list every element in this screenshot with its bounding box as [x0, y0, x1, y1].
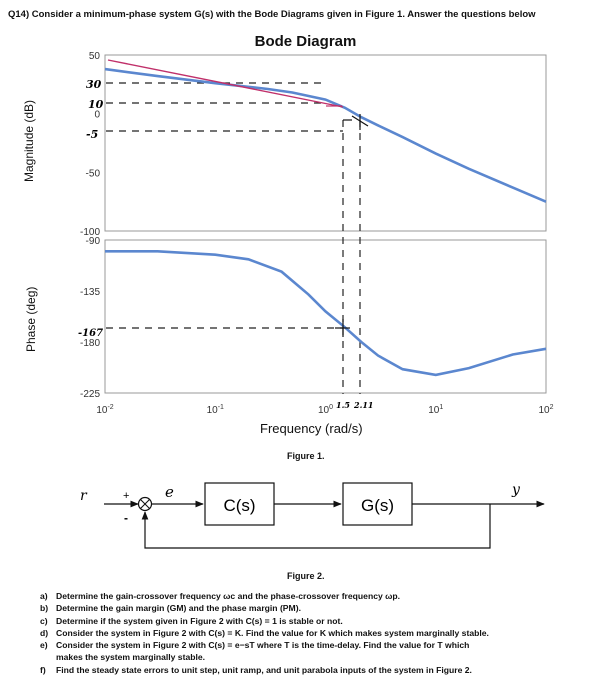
frequency-tick-exponent: -2	[107, 404, 114, 411]
task-text: Determine the gain-crossover frequency ωc and the phase-crossover frequency ωp.	[56, 591, 401, 601]
magnitude-tick-label: 0	[94, 109, 100, 121]
output-label: y	[512, 482, 520, 498]
handwritten-minus5: -5	[86, 128, 99, 141]
frequency-tick-label	[207, 404, 224, 416]
phase-axis-label: Phase (deg)	[24, 286, 38, 352]
frequency-tick-exponent: 0	[329, 404, 334, 411]
phase-curve	[105, 251, 546, 375]
phase-tick-label: -225	[79, 389, 100, 400]
frequency-tick-base: 10	[96, 405, 108, 416]
task-text: Consider the system in Figure 2 with C(s) = K. Find the value for K which makes system marginally stable.	[56, 627, 489, 638]
frequency-tick-exponent: 2	[549, 404, 554, 411]
task-list	[40, 590, 605, 676]
feedback-path	[145, 504, 490, 548]
frequency-tick-base: 10	[206, 405, 218, 416]
plus-sign: +	[123, 490, 130, 502]
task-label: c)	[40, 615, 48, 626]
frequency-tick-exponent: -1	[217, 404, 224, 411]
handwritten-211: 2.11	[354, 400, 374, 410]
task-item	[40, 627, 605, 639]
task-label: e)	[40, 640, 48, 651]
handwritten-30: 30	[86, 78, 102, 91]
task-text: Consider the system in Figure 2 with C(s) = e−sT where T is the time-delay. Find the value for T which	[56, 640, 470, 651]
handwritten-15: 1.5	[336, 400, 350, 410]
input-label: r	[80, 488, 87, 504]
handwritten-minus167: -167	[78, 328, 104, 339]
task-item	[40, 664, 605, 676]
frequency-tick-label	[96, 404, 113, 416]
frequency-tick-exponent: 1	[439, 404, 444, 411]
magnitude-tick-label: -50	[85, 168, 100, 180]
phase-tick-label: -135	[79, 287, 100, 298]
task-text: Find the steady state errors to unit step, unit ramp, and unit parabola inputs of the system in Figure 2.	[56, 664, 472, 675]
phase-tick-label: -180	[79, 338, 100, 349]
plant-label: G(s)	[360, 496, 395, 515]
error-label: e	[165, 483, 174, 501]
task-label	[40, 651, 56, 663]
frequency-tick-base: 10	[538, 405, 550, 416]
frequency-tick-base: 10	[428, 405, 440, 416]
task-label: d)	[40, 627, 49, 638]
task-label: f)	[40, 664, 46, 675]
block-diagram	[0, 470, 611, 580]
figure1-caption: Figure 1.	[287, 451, 325, 461]
frequency-tick-label	[538, 404, 553, 416]
magnitude-tick-label: 50	[88, 51, 100, 62]
task-item	[40, 602, 605, 614]
task-item	[40, 615, 605, 627]
magnitude-axis-label: Magnitude (dB)	[22, 99, 36, 182]
frequency-tick-base: 10	[317, 405, 330, 416]
handwritten-10: 10	[88, 98, 104, 111]
magnitude-tick-label: -100	[79, 227, 100, 238]
minus-sign: -	[124, 511, 128, 525]
task-item	[40, 639, 605, 651]
magnitude-plot-frame	[105, 55, 546, 231]
frequency-tick-label	[428, 404, 443, 416]
frequency-axis-label: Frequency (rad/s)	[260, 421, 363, 436]
task-text: Determine the gain margin (GM) and the phase margin (PM).	[56, 603, 301, 614]
task-item	[40, 590, 605, 602]
task-item	[40, 651, 605, 663]
figure2-caption: Figure 2.	[287, 571, 325, 581]
task-text: makes the system marginally stable.	[56, 652, 206, 663]
task-label: b)	[40, 603, 49, 614]
phase-tick-label: -90	[85, 236, 100, 247]
bode-title: Bode Diagram	[254, 33, 357, 50]
task-label: a)	[40, 591, 48, 601]
controller-label: C(s)	[223, 496, 256, 515]
question-text: Q14) Consider a minimum-phase system G(s) with the Bode Diagrams given in Figure 1. Answer the questions below	[8, 9, 536, 20]
frequency-tick-label	[318, 404, 333, 416]
phase-plot-frame	[105, 240, 546, 393]
task-text: Determine if the system given in Figure 2 with C(s) = 1 is stable or not.	[56, 615, 343, 626]
magnitude-curve	[105, 69, 546, 202]
